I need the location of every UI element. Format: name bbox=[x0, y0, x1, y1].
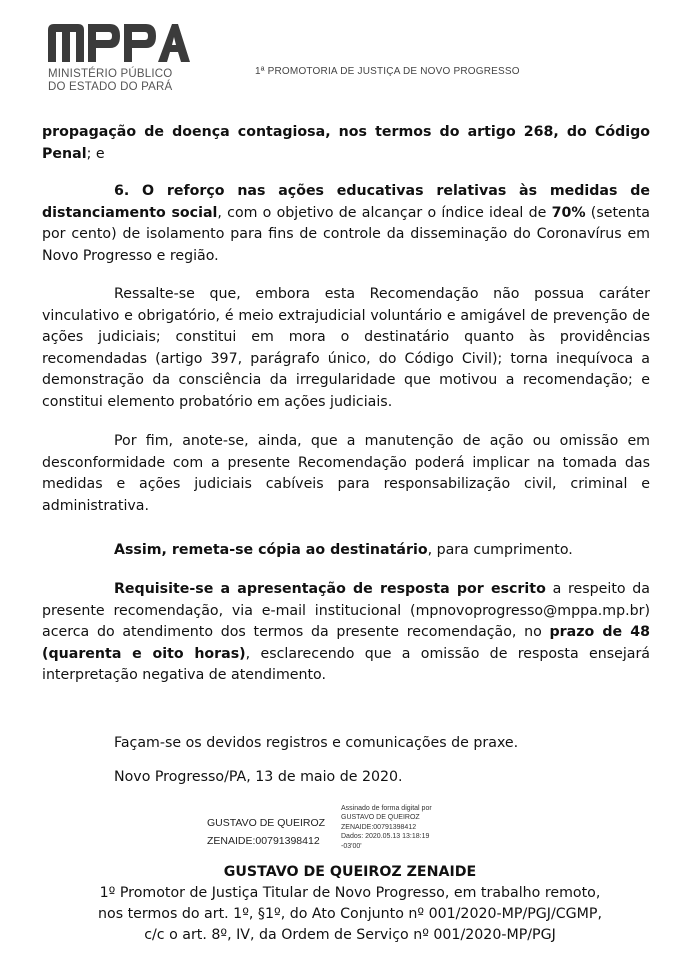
signature-detail-4: Dados: 2020.05.13 13:18:19 bbox=[341, 833, 430, 841]
signer-block bbox=[0, 862, 700, 946]
signature-detail-2: GUSTAVO DE QUEIROZ bbox=[341, 814, 420, 822]
item6-bold1: 6. O reforço nas ações educativas relativas às medidas de distanciamento social bbox=[42, 183, 650, 221]
signer-name: GUSTAVO DE QUEIROZ ZENAIDE bbox=[223, 864, 477, 880]
signature-detail-5: -03'00' bbox=[341, 842, 362, 850]
paragraph-requisite bbox=[42, 579, 650, 687]
paragraph-por-fim: Por fim, anote-se, ainda, que a manutenção de ação ou omissão em desconformidade com a presente Recomendação poderá implicar na tomada das medidas e ações judiciais cabíveis para responsabilização civil, criminal e administrativa. bbox=[42, 433, 650, 514]
intro-rest: ; e bbox=[86, 145, 105, 162]
paragraph-remeta bbox=[42, 540, 650, 562]
org-name-line1: MINISTÉRIO PÚBLICO bbox=[48, 68, 173, 80]
signature-detail-3: ZENAIDE:00791398412 bbox=[341, 823, 417, 831]
signer-role-line1: 1º Promotor de Justiça Titular de Novo Progresso, em trabalho remoto, bbox=[99, 885, 601, 901]
item6-text2: (setenta por cento) de isolamento para fins de controle da disseminação do Coronavírus em Novo Progresso e região. bbox=[42, 204, 650, 264]
digital-signature-name bbox=[207, 814, 325, 850]
place-date: Novo Progresso/PA, 13 de maio de 2020. bbox=[114, 769, 403, 785]
requisite-bold2: prazo de 48 (quarenta e oito horas) bbox=[42, 624, 650, 662]
paragraph-ressalte: Ressalte-se que, embora esta Recomendação não possua caráter vinculativo e obrigatório, é meio extrajudicial voluntário e amigável de prevenção de ações judiciais; constitui em mora o destinatário quanto às providências recomendadas (artigo 397, parágrafo único, do Código Civil); torna inequívoca a demonstração da consciência da irregularidade que motivou a recomendação; e constitui elemento probatório em ações judiciais. bbox=[42, 286, 650, 410]
requisite-text2: , esclarecendo que a omissão de resposta ensejará interpretação negativa de atendimento. bbox=[42, 645, 650, 683]
mppa-logo-mark bbox=[48, 22, 190, 62]
paragraph-intro bbox=[42, 122, 650, 165]
remeta-bold: Assim, remeta-se cópia ao destinatário bbox=[114, 542, 428, 558]
digital-signature-details bbox=[341, 804, 432, 851]
item6-bold2: 70% bbox=[551, 204, 586, 221]
signer-role-line3: c/c o art. 8º, IV, da Ordem de Serviço nº 001/2020-MP/PGJ bbox=[144, 927, 556, 943]
paragraph-item-6 bbox=[42, 181, 650, 267]
mppa-logo bbox=[48, 22, 193, 94]
signature-name-line2: ZENAIDE:00791398412 bbox=[207, 835, 320, 847]
requisite-bold1: Requisite-se a apresentação de resposta por escrito bbox=[114, 581, 546, 597]
office-title: 1ª PROMOTORIA DE JUSTIÇA DE NOVO PROGRESSO bbox=[255, 66, 520, 77]
paragraph-facam: Façam-se os devidos registros e comunicações de praxe. bbox=[114, 735, 519, 751]
signature-name-line1: GUSTAVO DE QUEIROZ bbox=[207, 817, 326, 829]
item6-text1: , com o objetivo de alcançar o índice ideal de bbox=[217, 204, 552, 221]
requisite-text1: a respeito da presente recomendação, via e-mail institucional (mpnovoprogresso@mppa.mp.br) acerca do atendimento dos termos da presente recomendação, no bbox=[42, 581, 650, 640]
remeta-rest: , para cumprimento. bbox=[427, 542, 573, 558]
org-name-line2: DO ESTADO DO PARÁ bbox=[48, 81, 173, 93]
signer-role-line2: nos termos do art. 1º, §1º, do Ato Conjunto nº 001/2020-MP/PGJ/CGMP, bbox=[98, 906, 602, 922]
signature-detail-1: Assinado de forma digital por bbox=[341, 805, 432, 812]
intro-bold: propagação de doença contagiosa, nos termos do artigo 268, do Código Penal bbox=[42, 124, 650, 162]
